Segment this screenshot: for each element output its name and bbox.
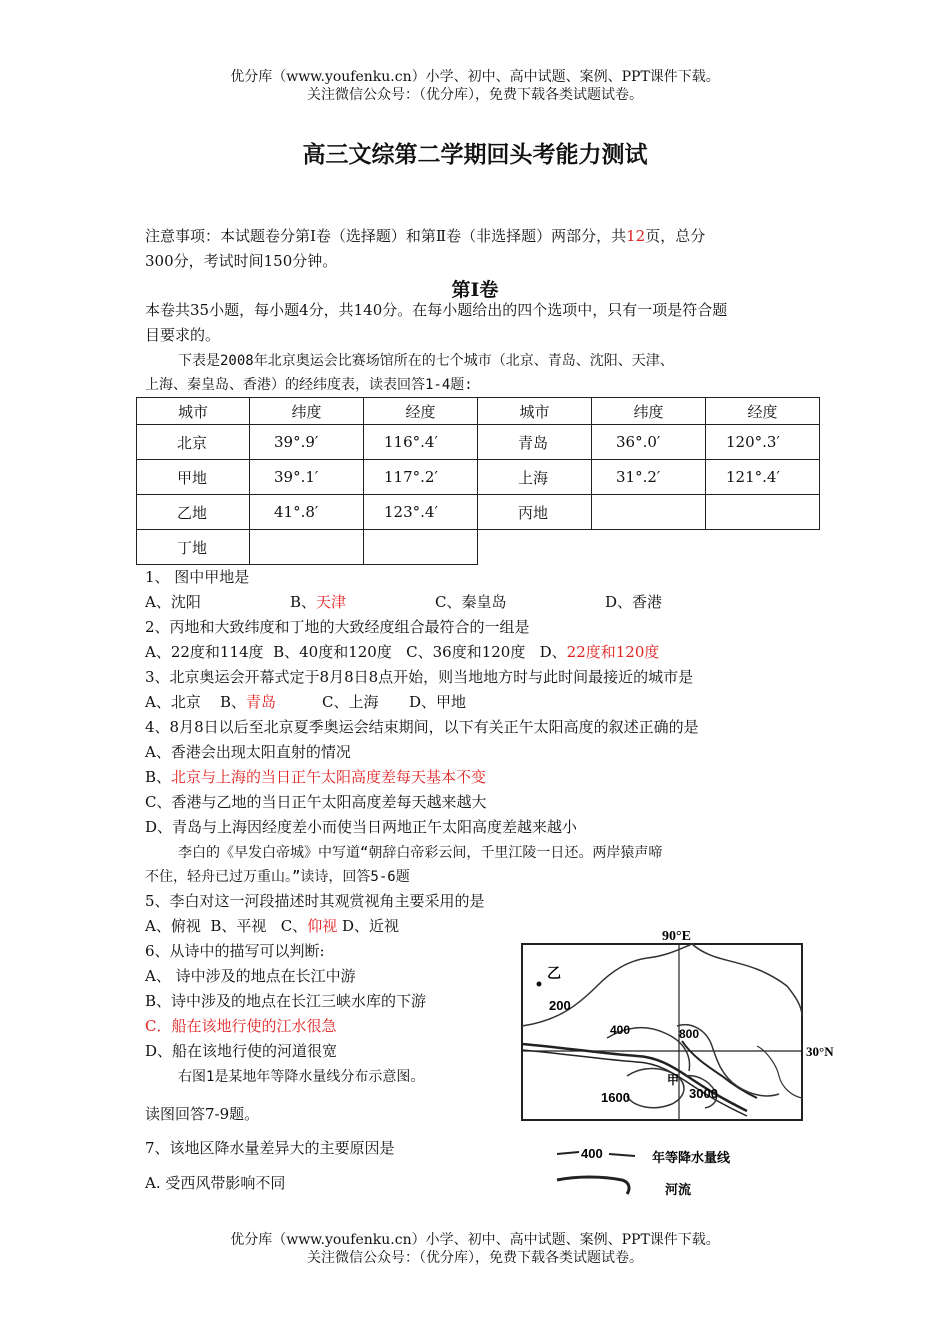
legend-river-swatch (557, 1177, 629, 1194)
table-cell: 116°.4′ (364, 425, 478, 460)
legend-isoline-swatch (557, 1152, 579, 1154)
isoline-800-label: 800 (679, 1027, 700, 1041)
table-row (137, 425, 820, 460)
isoline-200 (522, 944, 692, 1026)
table-header-cell: 经度 (364, 398, 478, 425)
table-header-cell: 纬度 (592, 398, 706, 425)
table-cell (592, 495, 706, 530)
table-cell: 39°.9′ (250, 425, 364, 460)
table-cell: 117°.2′ (364, 460, 478, 495)
notice-prefix: 注意事项：本试题卷分第Ⅰ卷（选择题）和第Ⅱ卷（非选择题）两部分，共 (145, 227, 627, 245)
q7-option-a: A. 受西风带影响不同 (145, 1174, 286, 1192)
notice-line-2: 300分，考试时间150分钟。 (145, 252, 338, 270)
legend-isoline-label: 年等降水量线 (652, 1151, 731, 1166)
q1-option-a: A、沈阳 (145, 593, 201, 611)
table-cell: 青岛 (478, 425, 592, 460)
table-header-cell: 城市 (137, 398, 250, 425)
header-line-2: 关注微信公众号：（优分库），免费下载各类试题试卷。 (307, 87, 643, 103)
table-cell: 123°.4′ (364, 495, 478, 530)
section-intro-2: 目要求的。 (145, 326, 221, 344)
stem-line-1: 下表是2008年北京奥运会比赛场馆所在的七个城市（北京、青岛、沈阳、天津、 (178, 353, 674, 369)
footer-line-2: 关注微信公众号：（优分库），免费下载各类试题试卷。 (307, 1250, 643, 1266)
latitude-label: 30°N (806, 1044, 834, 1059)
point-yi-label: 乙 (547, 966, 561, 982)
q4-stem: 4、8月8日以后至北京夏季奥运会结束期间，以下有关正午太阳高度的叙述正确的是 (145, 718, 699, 736)
footer-line-1: 优分库（www.youfenku.cn）小学、初中、高中试题、案例、PPT课件下载。 (230, 1232, 720, 1248)
table-cell: 丁地 (137, 530, 250, 565)
table-cell (364, 530, 478, 565)
q6-option-b: B、诗中涉及的地点在长江三峡水库的下游 (145, 992, 427, 1010)
q6-option-c: C．船在该地行使的江水很急 (145, 1017, 337, 1035)
q5-stem: 5、李白对这一河段描述时其观赏视角主要采用的是 (145, 892, 485, 910)
table-header-row (137, 398, 820, 425)
isoline-3000-label: 3000 (689, 1086, 718, 1101)
table-cell: 甲地 (137, 460, 250, 495)
q3-option-c: C、上海 (322, 693, 379, 711)
table-cell: 上海 (478, 460, 592, 495)
place-jia-label: 甲 (667, 1073, 680, 1087)
notice-suffix: 页，总分 (645, 227, 706, 245)
table-cell (706, 495, 820, 530)
q3-stem: 3、北京奥运会开幕式定于8月8日8点开始，则当地地方时与此时间最接近的城市是 (145, 668, 694, 686)
boundary-line (692, 944, 802, 1016)
legend-river-label: 河流 (665, 1183, 692, 1198)
q1-stem: 1、 图中甲地是 (145, 568, 250, 586)
section-heading: 第Ⅰ卷 (451, 279, 499, 301)
isoline-1600-label: 1600 (601, 1090, 630, 1105)
table-cell (250, 530, 364, 565)
q1-option-d: D、香港 (605, 593, 663, 611)
q4-option-b: B、北京与上海的当日正午太阳高度差每天基本不变 (145, 768, 487, 786)
table-cell: 丙地 (478, 495, 592, 530)
q7-stem: 7、该地区降水量差异大的主要原因是 (145, 1139, 395, 1157)
page-title: 高三文综第二学期回头考能力测试 (302, 141, 648, 168)
isoline-200-label: 200 (549, 998, 571, 1013)
table-row (137, 495, 820, 530)
poem-line-2: 不住，轻舟已过万重山。”读诗，回答5-6题 (145, 869, 410, 885)
table-cell: 120°.3′ (706, 425, 820, 460)
table-cell: 41°.8′ (250, 495, 364, 530)
q3-option-d: D、甲地 (409, 693, 467, 711)
q4-option-d: D、青岛与上海因经度差小而使当日两地正午太阳高度差越来越小 (145, 818, 578, 836)
river-main-bank (522, 1050, 747, 1116)
longitude-label: 90°E (662, 929, 691, 944)
poem-line-1: 李白的《早发白帝城》中写道“朝辞白帝彩云间，千里江陵一日还。两岸猿声啼 (178, 845, 663, 861)
notice-line-1 (145, 225, 705, 247)
q6-option-d: D、船在该地行使的河道很宽 (145, 1042, 338, 1060)
coast-line (757, 1046, 802, 1098)
table-cell: 39°.1′ (250, 460, 364, 495)
table-row (137, 460, 820, 495)
table-cell: 北京 (137, 425, 250, 460)
isoline-400-label: 400 (610, 1023, 631, 1037)
q2-options: A、22度和114度 B、40度和120度 C、36度和120度 D、22度和120度 (145, 643, 660, 661)
precipitation-isoline-map (517, 926, 847, 1206)
legend-isoline-value: 400 (581, 1146, 603, 1161)
q6-option-a: A、 诗中涉及的地点在长江中游 (145, 967, 356, 985)
q3-options (145, 691, 467, 713)
q4-option-a: A、香港会出现太阳直射的情况 (145, 743, 351, 761)
q1-options (145, 591, 663, 613)
q3-option-b: B、青岛 (220, 693, 277, 711)
q2-stem: 2、丙地和大致纬度和丁地的大致经度组合最符合的一组是 (145, 618, 530, 636)
q3-option-a: A、北京 (145, 693, 201, 711)
table-header-cell: 城市 (478, 398, 592, 425)
q6-stem: 6、从诗中的描写可以判断: (145, 942, 325, 960)
city-coordinates-table (136, 397, 820, 565)
table-header-cell: 纬度 (250, 398, 364, 425)
table-cell: 31°.2′ (592, 460, 706, 495)
q5-options: A、俯视 B、平视 C、仰视 D、近视 (145, 917, 400, 935)
stem-line-2: 上海、秦皇岛、香港）的经纬度表，读表回答1-4题: (145, 377, 473, 393)
map-intro-line-2: 读图回答7-9题。 (145, 1105, 260, 1123)
legend-isoline-swatch-tail (609, 1154, 635, 1156)
table-empty-area (478, 530, 820, 565)
table-cell: 121°.4′ (706, 460, 820, 495)
header-line-1: 优分库（www.youfenku.cn）小学、初中、高中试题、案例、PPT课件下载。 (230, 69, 720, 85)
table-cell: 乙地 (137, 495, 250, 530)
table-cell: 36°.0′ (592, 425, 706, 460)
point-yi-marker (537, 982, 542, 987)
table-header-cell: 经度 (706, 398, 820, 425)
notice-pages: 12 (626, 227, 646, 245)
q1-option-b: B、天津 (290, 593, 347, 611)
table-row (137, 530, 820, 565)
section-intro-1: 本卷共35小题，每小题4分，共140分。在每小题给出的四个选项中，只有一项是符合题 (145, 301, 728, 319)
map-intro-line-1: 右图1是某地年等降水量线分布示意图。 (178, 1069, 425, 1085)
q4-option-c: C、香港与乙地的当日正午太阳高度差每天越来越大 (145, 793, 487, 811)
q1-option-c: C、秦皇岛 (435, 593, 507, 611)
